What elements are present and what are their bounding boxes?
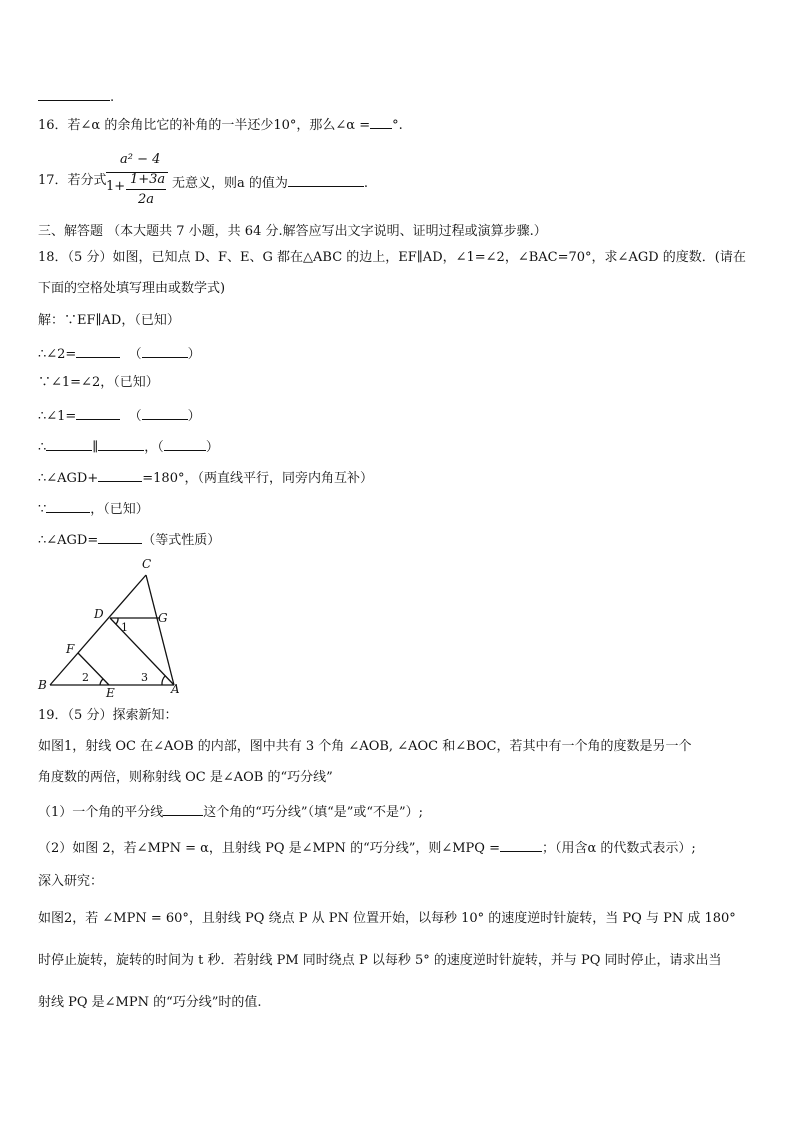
- q19-paragraph-1b: 角度数的两倍，则称射线 OC 是∠AOB 的“巧分线”: [38, 770, 333, 785]
- q18-line-1: 18．（5 分）如图，已知点 D、F、E、G 都在△ABC 的边上，EF∥AD，∠1=∠2，∠BAC=70°，求∠AGD 的度数．(请在: [38, 250, 746, 265]
- answer-blank[interactable]: [46, 436, 92, 451]
- reason-blank[interactable]: [142, 343, 188, 358]
- sub-text: （2）如图 2，若∠MPN = α，且射线 PQ 是∠MPN 的“巧分线”，则∠MPQ =: [38, 841, 500, 856]
- answer-blank[interactable]: [98, 467, 142, 482]
- label-f: F: [66, 642, 75, 656]
- q19-sub-2: [38, 837, 696, 858]
- sub-text: （1）一个角的平分线: [38, 805, 164, 820]
- q17-answer-blank[interactable]: [288, 172, 364, 187]
- step-text: 解：∵EF∥AD，（已知）: [38, 313, 180, 328]
- answer-blank[interactable]: [76, 405, 120, 420]
- q18-step-7: [38, 498, 149, 519]
- reason-blank[interactable]: [142, 405, 188, 420]
- q18-step-6: [38, 467, 373, 488]
- step-text: （等式性质）: [142, 533, 221, 548]
- triangle-figure: [34, 555, 184, 697]
- q16-answer-blank[interactable]: [370, 114, 392, 129]
- step-text: ∴∠AGD+: [38, 471, 99, 486]
- sub-text: 这个角的“巧分线”（填“是”或“不是”）;: [203, 805, 424, 820]
- angle-3-arc: [162, 676, 165, 685]
- q18-step-8: [38, 529, 220, 550]
- punctuation: .: [110, 90, 115, 105]
- q17-fraction: [106, 152, 168, 212]
- answer-blank[interactable]: [98, 436, 144, 451]
- q19-paragraph-1a: 如图1，射线 OC 在∠AOB 的内部，图中共有 3 个角 ∠AOB, ∠AOC 和∠BOC，若其中有一个角的度数是另一个: [38, 739, 692, 754]
- q19-2-answer-blank[interactable]: [500, 837, 542, 852]
- q17-inner-denominator: 2a: [138, 192, 155, 207]
- top-blank-line: [38, 86, 114, 107]
- q19-sub-1: [38, 801, 423, 822]
- label-angle-1: 1: [121, 621, 128, 634]
- label-c: C: [142, 557, 152, 571]
- step-text: =180°，（两直线平行，同旁内角互补）: [142, 471, 373, 486]
- q17-denominator-prefix: 1+: [106, 179, 126, 194]
- q19-deep-heading: 深入研究：: [38, 874, 104, 889]
- q17-numerator: a² − 4: [120, 152, 161, 167]
- step-text: ，（已知）: [90, 502, 149, 517]
- label-d: D: [94, 607, 104, 621]
- angle-2-arc: [100, 679, 103, 685]
- q17-text-after: 无意义，则a 的值为: [172, 176, 288, 191]
- step-text: ∴∠2=: [38, 347, 77, 362]
- step-text: ∵∠1=∠2，（已知）: [38, 375, 159, 390]
- label-angle-3: 3: [141, 671, 148, 684]
- question-16: [38, 114, 403, 135]
- step-text: ∴∠1=: [38, 409, 77, 424]
- parallel-symbol: ∥: [92, 440, 99, 455]
- q18-step-2: ∴∠2= （ ）: [38, 343, 201, 364]
- q17-inner-numerator: 1+3a: [130, 172, 166, 187]
- label-a: A: [171, 682, 180, 696]
- q18-step-4: ∴∠1= （ ）: [38, 405, 201, 426]
- q18-step-5: ∴ ∥ ，（ ）: [38, 436, 219, 457]
- q18-step-1: [38, 312, 180, 330]
- label-b: B: [38, 678, 47, 692]
- q17-tail: .: [363, 176, 369, 191]
- q18-step-3: [38, 374, 159, 392]
- step-text: ∴: [38, 440, 47, 455]
- reason-blank[interactable]: [164, 436, 206, 451]
- label-g: G: [158, 611, 168, 625]
- q17-lead: [38, 172, 107, 190]
- q17-rest: [172, 172, 368, 193]
- section-3-heading: 三、解答题 （本大题共 7 小题，共 64 分.解答应写出文字说明、证明过程或演算步骤.）: [38, 224, 547, 239]
- q16-text: 16．若∠α 的余角比它的补角的一半还少10°，那么∠α =: [38, 118, 371, 133]
- label-e: E: [106, 686, 115, 697]
- q19-1-answer-blank[interactable]: [163, 801, 203, 816]
- side-ca: [146, 575, 174, 685]
- q19-title: 19．（5 分）探索新知：: [38, 708, 178, 723]
- q19-paragraph-3c: 射线 PQ 是∠MPN 的“巧分线”时的值.: [38, 995, 262, 1010]
- q16-tail: °.: [392, 118, 403, 133]
- label-angle-2: 2: [82, 671, 89, 684]
- q17-inner-bar: [126, 189, 166, 190]
- answer-blank[interactable]: [46, 498, 90, 513]
- q19-paragraph-3a: 如图2，若 ∠MPN = 60°，且射线 PQ 绕点 P 从 PN 位置开始，以每秒 10° 的速度逆时针旋转，当 PQ 与 PN 成 180°: [38, 911, 736, 926]
- q18-line-2: 下面的空格处填写理由或数学式): [38, 281, 226, 296]
- answer-blank[interactable]: [98, 529, 142, 544]
- answer-blank[interactable]: [38, 86, 110, 101]
- answer-blank[interactable]: [76, 343, 120, 358]
- step-text: ∴∠AGD=: [38, 533, 99, 548]
- side-bc: [50, 575, 146, 685]
- step-text: ∵: [38, 502, 47, 517]
- q19-paragraph-3b: 时停止旋转，旋转的时间为 t 秒．若射线 PM 同时绕点 P 以每秒 5° 的速度逆时针旋转，并与 PQ 同时停止，请求出当: [38, 953, 722, 968]
- angle-1-arc: [116, 618, 118, 624]
- q17-text: 17．若分式: [38, 173, 107, 188]
- sub-text: ；（用含α 的代数式表示）;: [542, 841, 696, 856]
